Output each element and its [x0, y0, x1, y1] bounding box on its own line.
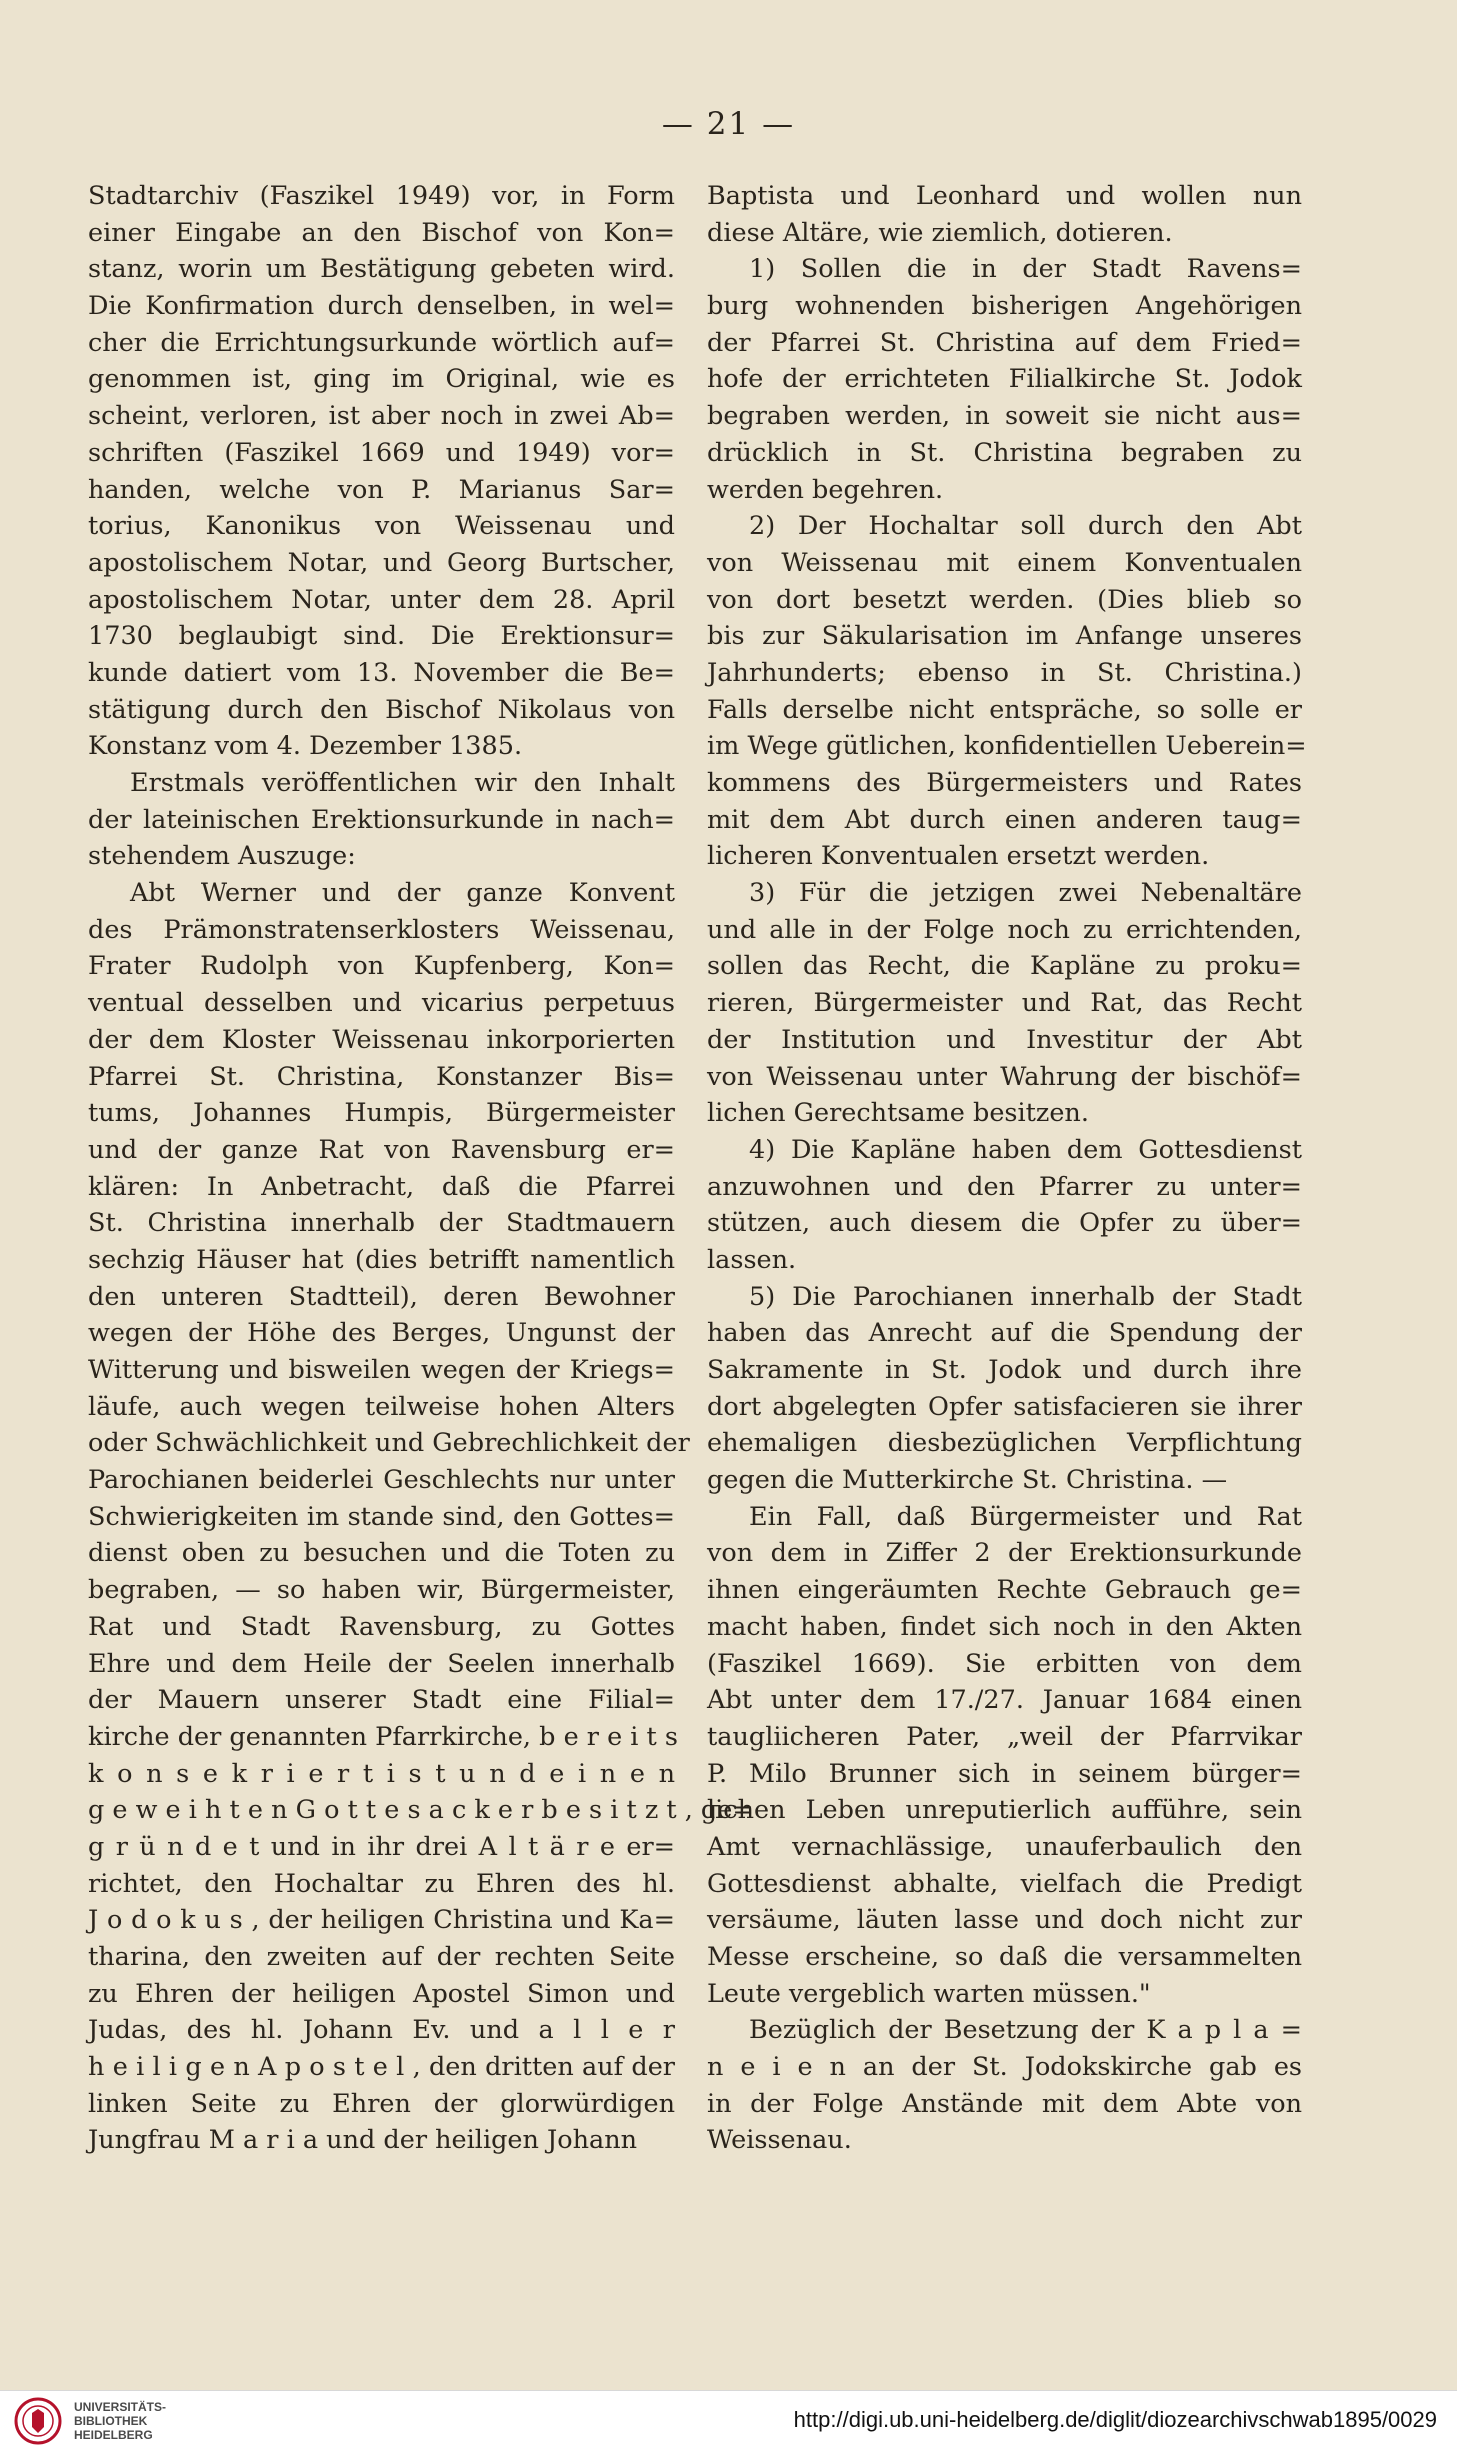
- text-line: Judas, des hl. Johann Ev. und a l l e r: [88, 2015, 675, 2046]
- text-line: Falls derselbe nicht entspräche, so solle er: [707, 694, 1302, 725]
- text-line: Bezüglich der Besetzung der K a p l a =: [749, 2015, 1302, 2046]
- text-line: stätigung durch den Bischof Nikolaus von: [88, 694, 675, 725]
- text-line: haben das Anrecht auf die Spendung der: [707, 1318, 1302, 1349]
- text-line: taugliicheren Pater, „weil der Pfarrvikar: [707, 1721, 1302, 1752]
- text-line: Abt unter dem 17./27. Januar 1684 einen: [707, 1685, 1302, 1716]
- text-line: 1730 beglaubigt sind. Die Erektionsur=: [88, 621, 675, 652]
- text-line: scheint, verloren, ist aber noch in zwei Ab=: [88, 401, 675, 432]
- viewer-footer: [0, 2390, 1457, 2451]
- text-line: der Institution und Investitur der Abt: [707, 1024, 1302, 1055]
- text-line: Sakramente in St. Jodok und durch ihre: [707, 1355, 1302, 1385]
- library-name-line: HEIDELBERG: [74, 2428, 153, 2442]
- text-line: cher die Errichtungsurkunde wörtlich auf=: [88, 327, 675, 358]
- text-line: Stadtarchiv (Faszikel 1949) vor, in Form: [88, 181, 675, 211]
- text-line: Weissenau.: [707, 2125, 852, 2156]
- text-line: von dem in Ziffer 2 der Erektionsurkunde: [707, 1538, 1302, 1569]
- text-line: Schwierigkeiten im stande sind, den Gottes=: [88, 1501, 675, 1532]
- text-line: Leute vergeblich warten müssen.": [707, 1978, 1151, 2009]
- text-line: bis zur Säkularisation im Anfange unseres: [707, 621, 1302, 652]
- text-line: Ehre und dem Heile der Seelen innerhalb: [88, 1648, 675, 1679]
- text-line: mit dem Abt durch einen anderen taug=: [707, 804, 1302, 835]
- text-line: P. Milo Brunner sich in seinem bürger=: [707, 1758, 1302, 1789]
- text-line: g r ü n d e t und in ihr drei A l t ä r e er=: [88, 1831, 675, 1862]
- text-line: Konstanz vom 4. Dezember 1385.: [88, 731, 523, 762]
- text-line: St. Christina innerhalb der Stadtmauern: [88, 1208, 675, 1239]
- text-line: rieren, Bürgermeister und Rat, das Recht: [707, 988, 1302, 1019]
- text-line: 2) Der Hochaltar soll durch den Abt: [749, 511, 1302, 542]
- text-line: Erstmals veröffentlichen wir den Inhalt: [130, 768, 675, 798]
- text-line: macht haben, findet sich noch in den Akten: [707, 1611, 1302, 1642]
- text-line: Messe erscheine, so daß die versammelten: [707, 1942, 1302, 1972]
- text-line: sollen das Recht, die Kapläne zu proku=: [707, 951, 1302, 982]
- text-line: apostolischem Notar, unter dem 28. April: [88, 584, 675, 615]
- text-line: stehendem Auszuge:: [88, 841, 356, 872]
- text-line: g e w e i h t e n G o t t e s a c k e r b e s i t z t , ge=: [88, 1795, 754, 1826]
- university-seal-icon: [14, 2397, 62, 2445]
- text-line: Ein Fall, daß Bürgermeister und Rat: [749, 1501, 1302, 1532]
- text-line: licheren Konventualen ersetzt werden.: [707, 841, 1210, 872]
- text-line: k o n s e k r i e r t i s t u n d e i n e n: [88, 1758, 675, 1789]
- text-line: kirche der genannten Pfarrkirche, b e r e i t s: [88, 1721, 678, 1752]
- text-line: Baptista und Leonhard und wollen nun: [707, 181, 1302, 211]
- text-line: der Pfarrei St. Christina auf dem Fried=: [707, 327, 1302, 358]
- text-line: 1) Sollen die in der Stadt Ravens=: [749, 254, 1302, 285]
- text-line: lichen Gerechtsame besitzen.: [707, 1098, 1089, 1129]
- text-line: kunde datiert vom 13. November die Be=: [88, 657, 675, 688]
- text-line: im Wege gütlichen, konfidentiellen Ueberein=: [707, 731, 1307, 762]
- text-line: diese Altäre, wie ziemlich, dotieren.: [707, 217, 1173, 248]
- text-line: läufe, auch wegen teilweise hohen Alters: [88, 1391, 675, 1422]
- text-line: 3) Für die jetzigen zwei Nebenaltäre: [749, 878, 1302, 909]
- text-line: linken Seite zu Ehren der glorwürdigen: [88, 2088, 675, 2119]
- text-line: wegen der Höhe des Berges, Ungunst der: [88, 1318, 675, 1349]
- text-line: von Weissenau unter Wahrung der bischöf=: [707, 1061, 1302, 1092]
- text-line: n e i e n an der St. Jodokskirche gab es: [707, 2052, 1302, 2083]
- text-line: der dem Kloster Weissenau inkorporierten: [88, 1024, 675, 1055]
- text-line: schriften (Faszikel 1669 und 1949) vor=: [88, 437, 675, 468]
- text-line: den unteren Stadtteil), deren Bewohner: [88, 1281, 675, 1312]
- text-line: lichen Leben unreputierlich aufführe, sein: [707, 1795, 1302, 1826]
- source-url-link[interactable]: http://digi.ub.uni-heidelberg.de/diglit/diozearchivschwab1895/0029: [793, 2407, 1437, 2432]
- text-line: von Weissenau mit einem Konventualen: [707, 547, 1302, 578]
- text-line: Jungfrau M a r i a und der heiligen Johann: [88, 2125, 638, 2156]
- text-line: begraben, — so haben wir, Bürgermeister,: [88, 1575, 675, 1606]
- text-line: gegen die Mutterkirche St. Christina. —: [707, 1465, 1228, 1496]
- text-line: dienst oben zu besuchen und die Toten zu: [88, 1538, 675, 1569]
- text-line: Frater Rudolph von Kupfenberg, Kon=: [88, 951, 675, 982]
- text-line: tums, Johannes Humpis, Bürgermeister: [88, 1098, 675, 1129]
- text-line: ihnen eingeräumten Rechte Gebrauch ge=: [707, 1575, 1302, 1606]
- text-line: Rat und Stadt Ravensburg, zu Gottes: [88, 1611, 675, 1642]
- text-line: des Prämonstratenserklosters Weissenau,: [88, 914, 675, 945]
- text-line: stanz, worin um Bestätigung gebeten wird.: [88, 254, 675, 285]
- text-line: zu Ehren der heiligen Apostel Simon und: [88, 1978, 675, 2009]
- text-line: torius, Kanonikus von Weissenau und: [88, 511, 675, 542]
- text-line: in der Folge Anstände mit dem Abte von: [707, 2088, 1302, 2119]
- text-line: hofe der errichteten Filialkirche St. Jodok: [707, 364, 1302, 395]
- page-number: — 21 —: [661, 106, 796, 142]
- text-line: burg wohnenden bisherigen Angehörigen: [707, 291, 1302, 322]
- text-line: tharina, den zweiten auf der rechten Seite: [88, 1942, 675, 1972]
- text-line: werden begehren.: [707, 474, 944, 505]
- text-line: lassen.: [707, 1244, 797, 1275]
- text-line: von dort besetzt werden. (Dies blieb so: [707, 584, 1302, 615]
- text-line: richtet, den Hochaltar zu Ehren des hl.: [88, 1868, 675, 1899]
- text-line: der Mauern unserer Stadt eine Filial=: [88, 1685, 675, 1716]
- text-line: oder Schwächlichkeit und Gebrechlichkeit der: [88, 1428, 690, 1459]
- text-line: h e i l i g e n A p o s t e l , den dritten auf der: [88, 2052, 675, 2083]
- text-line: kommens des Bürgermeisters und Rates: [707, 768, 1302, 798]
- text-line: sechzig Häuser hat (dies betrifft namentlich: [88, 1244, 675, 1275]
- text-line: drücklich in St. Christina begraben zu: [707, 437, 1302, 468]
- text-line: 4) Die Kapläne haben dem Gottesdienst: [749, 1134, 1302, 1165]
- text-line: Pfarrei St. Christina, Konstanzer Bis=: [88, 1061, 675, 1092]
- text-line: begraben werden, in soweit sie nicht aus=: [707, 401, 1302, 432]
- text-line: Gottesdienst abhalte, vielfach die Predigt: [707, 1868, 1302, 1899]
- text-line: handen, welche von P. Marianus Sar=: [88, 474, 675, 505]
- text-line: Jahrhunderts; ebenso in St. Christina.): [707, 657, 1302, 688]
- text-line: versäume, läuten lasse und doch nicht zur: [707, 1905, 1302, 1936]
- library-name-line: UNIVERSITÄTS-: [74, 2400, 167, 2414]
- right-text-column: [707, 178, 1307, 2159]
- text-line: klären: In Anbetracht, daß die Pfarrei: [88, 1171, 675, 1202]
- text-line: Witterung und bisweilen wegen der Kriegs=: [88, 1355, 675, 1385]
- library-name: [74, 2400, 166, 2442]
- text-line: ventual desselben und vicarius perpetuus: [88, 988, 675, 1019]
- text-line: dort abgelegten Opfer satisfacieren sie ihrer: [707, 1391, 1302, 1422]
- text-line: Parochianen beiderlei Geschlechts nur unter: [88, 1465, 675, 1496]
- text-line: anzuwohnen und den Pfarrer zu unter=: [707, 1171, 1302, 1202]
- text-line: stützen, auch diesem die Opfer zu über=: [707, 1208, 1302, 1239]
- library-name-line: BIBLIOTHEK: [74, 2414, 148, 2428]
- text-line: und alle in der Folge noch zu errichtenden,: [707, 914, 1302, 945]
- text-line: J o d o k u s , der heiligen Christina und Ka=: [88, 1905, 675, 1936]
- text-line: ehemaligen diesbezüglichen Verpflichtung: [707, 1428, 1302, 1459]
- text-line: der lateinischen Erektionsurkunde in nach=: [88, 804, 675, 835]
- text-line: 5) Die Parochianen innerhalb der Stadt: [749, 1281, 1302, 1312]
- text-line: apostolischem Notar, und Georg Burtscher,: [88, 547, 675, 578]
- text-line: Abt Werner und der ganze Konvent: [130, 878, 675, 909]
- text-line: genommen ist, ging im Original, wie es: [88, 364, 675, 395]
- text-line: Amt vernachlässige, unauferbaulich den: [707, 1831, 1302, 1862]
- text-line: (Faszikel 1669). Sie erbitten von dem: [707, 1648, 1302, 1679]
- text-line: einer Eingabe an den Bischof von Kon=: [88, 217, 675, 248]
- text-line: Die Konfirmation durch denselben, in wel=: [88, 291, 675, 322]
- text-line: und der ganze Rat von Ravensburg er=: [88, 1134, 675, 1165]
